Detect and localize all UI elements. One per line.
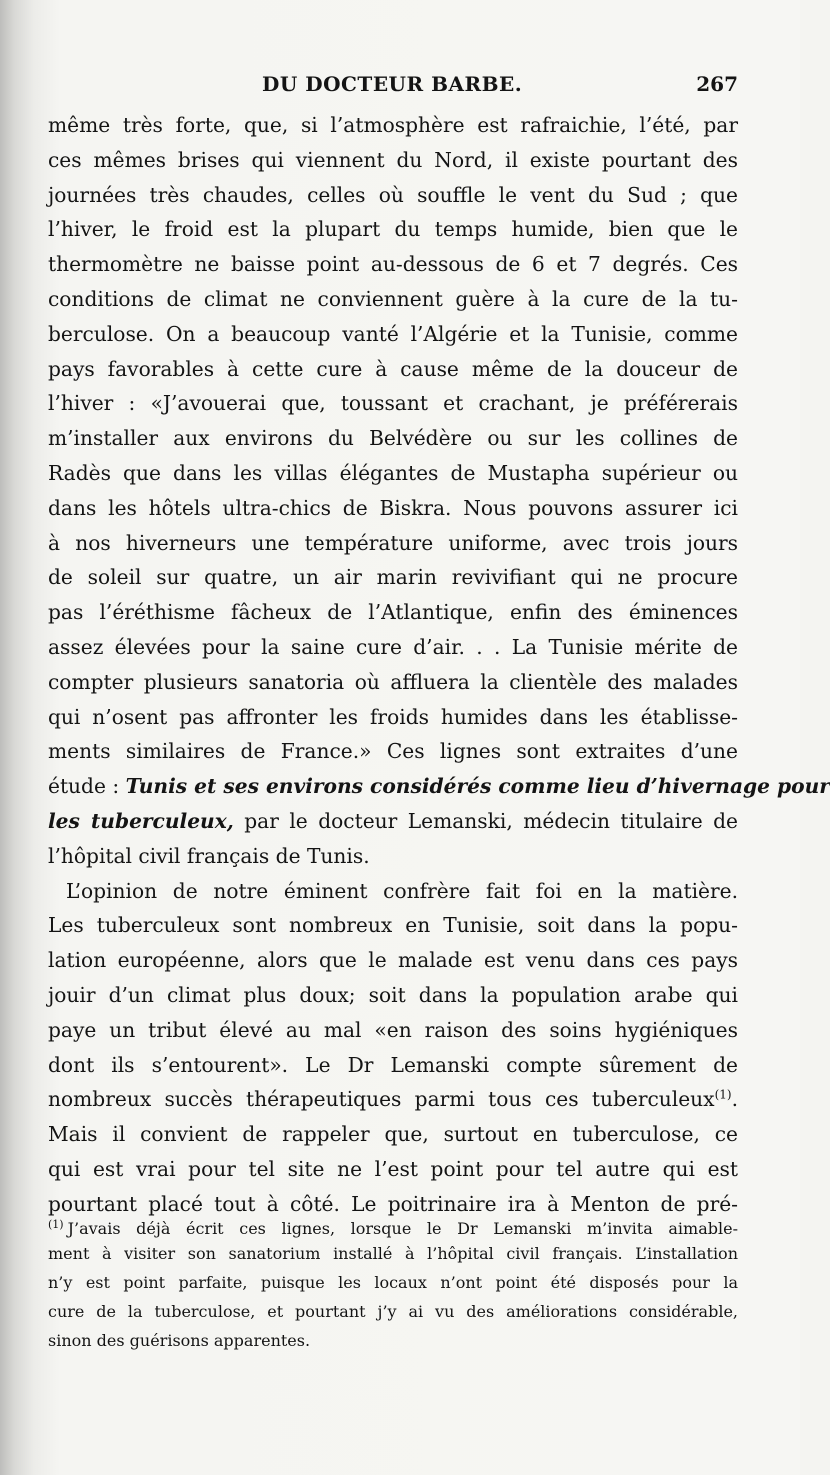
text-line: l’hiver, le froid est la plupart du temps humide, bien que le xyxy=(48,217,738,242)
footnote-line: ment à visiter son sanatorium installé à l’hôpital civil français. L’installation xyxy=(48,1244,738,1263)
text-line: assez élevées pour la saine cure d’air. . . La Tunisie mérite de xyxy=(48,634,738,659)
text-line: compter plusieurs sanatoria où affluera la clientèle des malades xyxy=(48,669,738,694)
text-line: Les tuberculeux sont nombreux en Tunisie, soit dans la popu- xyxy=(48,913,738,938)
text-line: pourtant placé tout à côté. Le poitrinaire ira à Menton de pré- xyxy=(48,1191,738,1216)
footnote-reference: (1) xyxy=(714,1087,732,1102)
footnote-text: J’avais déjà écrit ces lignes, lorsque le Dr Lemanski m’invita aimable- xyxy=(67,1219,738,1238)
footnote-line: sinon des guérisons apparentes. xyxy=(48,1331,311,1350)
text-line: ments similaires de France.» Ces lignes sont extraites d’une xyxy=(48,739,738,764)
text-line xyxy=(48,804,738,839)
text-line: pas l’éréthisme fâcheux de l’Atlantique, enfin des éminences xyxy=(48,600,738,625)
main-text xyxy=(48,108,830,1222)
text-line: qui est vrai pour tel site ne l’est point pour tel autre qui est xyxy=(48,1156,738,1181)
text-line: l’hôpital civil français de Tunis. xyxy=(48,843,370,868)
text-line: pays favorables à cette cure à cause même de la douceur de xyxy=(48,356,738,381)
text-line: dans les hôtels ultra-chics de Biskra. Nous pouvons assurer ici xyxy=(48,495,738,520)
text-line: même très forte, que, si l’atmosphère est rafraichie, l’été, par xyxy=(48,113,738,137)
running-title: DU DOCTEUR BARBE. xyxy=(262,72,523,96)
footnote-line xyxy=(48,1210,738,1239)
text-line: à nos hiverneurs une température uniforme, avec trois jours xyxy=(48,530,738,555)
footnote-marker: (1) xyxy=(48,1218,64,1231)
text-line: journées très chaudes, celles où souffle le vent du Sud ; que xyxy=(48,182,738,207)
text-line: m’installer aux environs du Belvédère ou sur les collines de xyxy=(48,426,738,451)
page-header xyxy=(48,72,738,106)
footnote-line: n’y est point parfaite, puisque les locaux n’ont point été disposés pour la xyxy=(48,1273,738,1292)
text-segment: . xyxy=(731,1087,738,1112)
footnote xyxy=(48,1210,738,1355)
text-line: L’opinion de notre éminent confrère fait foi en la matière. xyxy=(66,878,738,903)
text-line: lation européenne, alors que le malade est venu dans ces pays xyxy=(48,948,738,973)
text-line xyxy=(48,1082,738,1117)
text-segment: par le docteur Lemanski, médecin titulaire de xyxy=(233,808,738,833)
text-line: dont ils s’entourent». Le Dr Lemanski compte sûrement de xyxy=(48,1052,738,1077)
book-title-italic: les tuberculeux, xyxy=(48,808,234,833)
text-line xyxy=(48,769,830,804)
page-number: 267 xyxy=(696,72,738,96)
text-line: Radès que dans les villas élégantes de Mustapha supérieur ou xyxy=(48,460,738,485)
text-line: jouir d’un climat plus doux; soit dans la population arabe qui xyxy=(48,982,738,1007)
text-line: conditions de climat ne conviennent guère à la cure de la tu- xyxy=(48,286,738,311)
text-line: ces mêmes brises qui viennent du Nord, il existe pourtant des xyxy=(48,147,738,172)
text-line: Mais il convient de rappeler que, surtout en tuberculose, ce xyxy=(48,1122,738,1147)
text-line: paye un tribut élevé au mal «en raison des soins hygiéniques xyxy=(48,1017,738,1042)
book-title-italic: Tunis et ses environs considérés comme lieu d’hivernage pour xyxy=(125,774,830,799)
text-segment: nombreux succès thérapeutiques parmi tous ces tuberculeux xyxy=(48,1087,715,1112)
text-line: l’hiver : «J’avouerai que, toussant et crachant, je préférerais xyxy=(48,391,738,416)
text-line: thermomètre ne baisse point au-dessous de 6 et 7 degrés. Ces xyxy=(48,252,738,277)
text-line: qui n’osent pas affronter les froids humides dans les établisse- xyxy=(48,704,738,729)
footnote-line: cure de la tuberculose, et pourtant j’y ai vu des améliorations considérable, xyxy=(48,1302,738,1321)
text-line: berculose. On a beaucoup vanté l’Algérie et la Tunisie, comme xyxy=(48,321,738,346)
text-segment: étude : xyxy=(48,774,126,799)
text-line: de soleil sur quatre, un air marin revivifiant qui ne procure xyxy=(48,565,738,590)
